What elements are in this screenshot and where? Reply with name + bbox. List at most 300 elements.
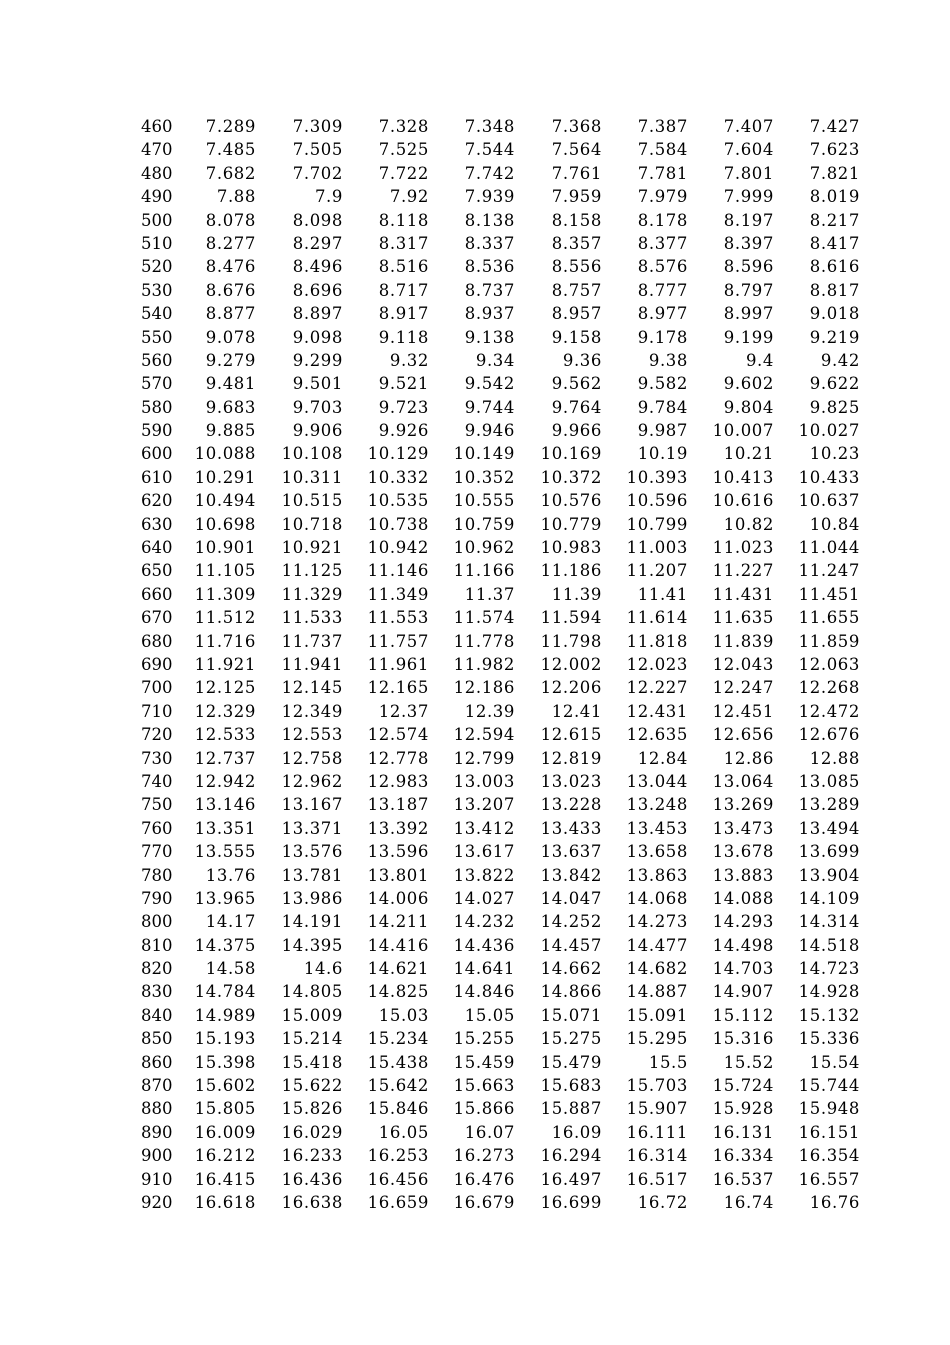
table-cell: 10.169 xyxy=(540,444,602,464)
table-cell: 16.557 xyxy=(798,1169,860,1189)
table-cell: 11.37 xyxy=(464,584,515,604)
table-cell: 9.078 xyxy=(205,327,256,347)
table-row xyxy=(132,1097,864,1120)
table-cell: 14.477 xyxy=(626,935,688,955)
table-cell: 12.84 xyxy=(637,748,688,768)
table-cell: 14.395 xyxy=(281,935,343,955)
table-cell: 10.413 xyxy=(712,467,774,487)
table-cell: 10.311 xyxy=(281,467,343,487)
table-cell: 12.329 xyxy=(194,701,256,721)
table-cell: 16.07 xyxy=(464,1122,515,1142)
table-cell: 13.494 xyxy=(798,818,860,838)
table-cell: 10.291 xyxy=(194,467,256,487)
table-cell: 8.696 xyxy=(292,280,343,300)
table-cell: 8.737 xyxy=(464,280,515,300)
table-cell: 7.821 xyxy=(809,163,860,183)
table-cell: 9.987 xyxy=(637,421,688,441)
table-cell: 13.986 xyxy=(281,888,343,908)
table-cell: 16.517 xyxy=(626,1169,688,1189)
table-cell: 14.58 xyxy=(205,959,256,979)
table-cell: 10.352 xyxy=(453,467,515,487)
table-cell: 15.805 xyxy=(194,1099,256,1119)
table-row xyxy=(132,1121,864,1144)
table-cell: 14.703 xyxy=(712,959,774,979)
table-cell: 9.34 xyxy=(475,350,515,370)
table-cell: 8.797 xyxy=(723,280,774,300)
table-cell: 10.007 xyxy=(712,421,774,441)
row-key: 910 xyxy=(141,1169,173,1189)
table-cell: 16.253 xyxy=(367,1146,429,1166)
table-cell: 10.738 xyxy=(367,514,429,534)
table-cell: 12.758 xyxy=(281,748,343,768)
table-cell: 11.349 xyxy=(367,584,429,604)
table-cell: 10.596 xyxy=(626,491,688,511)
table-row xyxy=(132,910,864,933)
table-cell: 7.92 xyxy=(389,187,429,207)
table-cell: 15.438 xyxy=(367,1052,429,1072)
table-cell: 16.679 xyxy=(453,1192,515,1212)
row-key: 760 xyxy=(141,818,173,838)
table-row xyxy=(132,1074,864,1097)
table-cell: 9.138 xyxy=(464,327,515,347)
table-cell: 16.436 xyxy=(281,1169,343,1189)
table-cell: 13.167 xyxy=(281,795,343,815)
table-cell: 9.38 xyxy=(648,350,688,370)
table-cell: 11.166 xyxy=(453,561,515,581)
table-cell: 9.906 xyxy=(292,421,343,441)
table-cell: 7.999 xyxy=(723,187,774,207)
table-row xyxy=(132,1004,864,1027)
table-cell: 11.186 xyxy=(540,561,602,581)
table-cell: 8.397 xyxy=(723,233,774,253)
table-cell: 16.029 xyxy=(281,1122,343,1142)
row-key: 600 xyxy=(141,444,173,464)
table-cell: 12.533 xyxy=(194,725,256,745)
table-cell: 16.354 xyxy=(798,1146,860,1166)
table-cell: 7.801 xyxy=(723,163,774,183)
table-cell: 8.777 xyxy=(637,280,688,300)
table-cell: 9.966 xyxy=(551,421,602,441)
row-key: 610 xyxy=(141,467,173,487)
table-cell: 14.314 xyxy=(798,912,860,932)
table-cell: 14.293 xyxy=(712,912,774,932)
table-cell: 10.129 xyxy=(367,444,429,464)
table-cell: 14.232 xyxy=(453,912,515,932)
table-cell: 10.494 xyxy=(194,491,256,511)
table-cell: 15.887 xyxy=(540,1099,602,1119)
table-cell: 12.799 xyxy=(453,748,515,768)
table-row xyxy=(132,326,864,349)
table-cell: 8.178 xyxy=(637,210,688,230)
row-key: 670 xyxy=(141,608,173,628)
table-cell: 9.199 xyxy=(723,327,774,347)
table-cell: 8.596 xyxy=(723,257,774,277)
table-cell: 9.4 xyxy=(745,350,774,370)
table-cell: 10.149 xyxy=(453,444,515,464)
table-cell: 15.928 xyxy=(712,1099,774,1119)
table-cell: 14.17 xyxy=(205,912,256,932)
table-cell: 8.317 xyxy=(378,233,429,253)
table-cell: 7.604 xyxy=(723,140,774,160)
table-cell: 12.983 xyxy=(367,771,429,791)
table-cell: 11.982 xyxy=(453,654,515,674)
table-row xyxy=(132,864,864,887)
table-cell: 11.655 xyxy=(798,608,860,628)
table-cell: 7.427 xyxy=(809,117,860,136)
table-cell: 7.584 xyxy=(637,140,688,160)
table-row xyxy=(132,138,864,161)
table-cell: 8.676 xyxy=(205,280,256,300)
table-cell: 14.416 xyxy=(367,935,429,955)
table-cell: 16.618 xyxy=(194,1192,256,1212)
table-cell: 8.897 xyxy=(292,304,343,324)
table-cell: 16.131 xyxy=(712,1122,774,1142)
table-cell: 16.009 xyxy=(194,1122,256,1142)
table-cell: 8.377 xyxy=(637,233,688,253)
table-cell: 7.722 xyxy=(378,163,429,183)
table-cell: 11.778 xyxy=(453,631,515,651)
table-row xyxy=(132,302,864,325)
table-cell: 14.027 xyxy=(453,888,515,908)
table-cell: 9.219 xyxy=(809,327,860,347)
table-cell: 14.436 xyxy=(453,935,515,955)
table-row xyxy=(132,209,864,232)
table-cell: 11.39 xyxy=(551,584,602,604)
table-cell: 15.398 xyxy=(194,1052,256,1072)
table-row xyxy=(132,372,864,395)
table-cell: 8.917 xyxy=(378,304,429,324)
table-cell: 12.451 xyxy=(712,701,774,721)
table-cell: 7.525 xyxy=(378,140,429,160)
table-cell: 13.289 xyxy=(798,795,860,815)
table-cell: 10.372 xyxy=(540,467,602,487)
table-cell: 16.273 xyxy=(453,1146,515,1166)
table-row xyxy=(132,466,864,489)
row-key: 780 xyxy=(141,865,173,885)
table-row xyxy=(132,536,864,559)
table-cell: 12.431 xyxy=(626,701,688,721)
data-table xyxy=(132,115,864,1214)
table-cell: 13.596 xyxy=(367,842,429,862)
table-cell: 9.299 xyxy=(292,350,343,370)
table-cell: 12.574 xyxy=(367,725,429,745)
table-row xyxy=(132,817,864,840)
table-cell: 16.74 xyxy=(723,1192,774,1212)
table-cell: 11.757 xyxy=(367,631,429,651)
table-cell: 12.349 xyxy=(281,701,343,721)
table-cell: 11.737 xyxy=(281,631,343,651)
table-cell: 9.946 xyxy=(464,421,515,441)
table-cell: 14.662 xyxy=(540,959,602,979)
table-cell: 10.433 xyxy=(798,467,860,487)
row-key: 810 xyxy=(141,935,173,955)
table-cell: 13.699 xyxy=(798,842,860,862)
table-cell: 14.191 xyxy=(281,912,343,932)
table-cell: 12.656 xyxy=(712,725,774,745)
table-cell: 15.316 xyxy=(712,1029,774,1049)
table-cell: 15.03 xyxy=(378,1005,429,1025)
table-cell: 10.983 xyxy=(540,538,602,558)
table-cell: 10.799 xyxy=(626,514,688,534)
row-key: 860 xyxy=(141,1052,173,1072)
table-cell: 9.481 xyxy=(205,374,256,394)
table-cell: 12.39 xyxy=(464,701,515,721)
row-key: 650 xyxy=(141,561,173,581)
table-row xyxy=(132,442,864,465)
table-cell: 10.19 xyxy=(637,444,688,464)
row-key: 890 xyxy=(141,1122,173,1142)
table-cell: 13.678 xyxy=(712,842,774,862)
table-cell: 7.682 xyxy=(205,163,256,183)
table-cell: 8.098 xyxy=(292,210,343,230)
table-cell: 10.82 xyxy=(723,514,774,534)
table-cell: 13.003 xyxy=(453,771,515,791)
table-cell: 15.54 xyxy=(809,1052,860,1072)
table-cell: 13.883 xyxy=(712,865,774,885)
row-key: 850 xyxy=(141,1029,173,1049)
table-cell: 14.825 xyxy=(367,982,429,1002)
row-key: 870 xyxy=(141,1076,173,1096)
table-cell: 10.942 xyxy=(367,538,429,558)
table-cell: 16.638 xyxy=(281,1192,343,1212)
table-cell: 13.473 xyxy=(712,818,774,838)
table-cell: 11.329 xyxy=(281,584,343,604)
table-cell: 8.197 xyxy=(723,210,774,230)
table-row xyxy=(132,1168,864,1191)
table-cell: 16.456 xyxy=(367,1169,429,1189)
table-cell: 12.676 xyxy=(798,725,860,745)
table-cell: 16.76 xyxy=(809,1192,860,1212)
table-cell: 10.901 xyxy=(194,538,256,558)
table-cell: 14.6 xyxy=(303,959,343,979)
row-key: 690 xyxy=(141,654,173,674)
table-cell: 8.476 xyxy=(205,257,256,277)
table-cell: 11.146 xyxy=(367,561,429,581)
table-cell: 14.723 xyxy=(798,959,860,979)
table-cell: 9.542 xyxy=(464,374,515,394)
row-key: 530 xyxy=(141,280,173,300)
table-cell: 16.05 xyxy=(378,1122,429,1142)
table-cell: 12.165 xyxy=(367,678,429,698)
table-cell: 9.926 xyxy=(378,421,429,441)
table-row xyxy=(132,279,864,302)
table-cell: 16.09 xyxy=(551,1122,602,1142)
table-cell: 7.505 xyxy=(292,140,343,160)
table-row xyxy=(132,1191,864,1214)
table-cell: 8.877 xyxy=(205,304,256,324)
table-cell: 14.928 xyxy=(798,982,860,1002)
table-cell: 15.071 xyxy=(540,1005,602,1025)
table-cell: 10.332 xyxy=(367,467,429,487)
table-cell: 15.602 xyxy=(194,1076,256,1096)
table-cell: 15.52 xyxy=(723,1052,774,1072)
row-key: 790 xyxy=(141,888,173,908)
table-cell: 11.125 xyxy=(281,561,343,581)
table-row xyxy=(132,419,864,442)
table-cell: 7.979 xyxy=(637,187,688,207)
table-cell: 15.112 xyxy=(712,1005,774,1025)
table-cell: 11.716 xyxy=(194,631,256,651)
table-cell: 8.019 xyxy=(809,187,860,207)
table-cell: 9.018 xyxy=(809,304,860,324)
table-cell: 7.309 xyxy=(292,117,343,136)
table-cell: 10.759 xyxy=(453,514,515,534)
table-cell: 11.839 xyxy=(712,631,774,651)
row-key: 840 xyxy=(141,1005,173,1025)
table-cell: 8.536 xyxy=(464,257,515,277)
table-cell: 13.76 xyxy=(205,865,256,885)
table-cell: 10.555 xyxy=(453,491,515,511)
table-cell: 15.5 xyxy=(648,1052,688,1072)
table-cell: 11.859 xyxy=(798,631,860,651)
table-cell: 14.273 xyxy=(626,912,688,932)
table-cell: 9.622 xyxy=(809,374,860,394)
row-key: 720 xyxy=(141,725,173,745)
row-key: 620 xyxy=(141,491,173,511)
table-cell: 14.887 xyxy=(626,982,688,1002)
table-cell: 10.088 xyxy=(194,444,256,464)
row-key: 510 xyxy=(141,233,173,253)
table-cell: 12.125 xyxy=(194,678,256,698)
table-row xyxy=(132,934,864,957)
row-key: 550 xyxy=(141,327,173,347)
row-key: 490 xyxy=(141,187,173,207)
table-cell: 9.582 xyxy=(637,374,688,394)
table-cell: 8.957 xyxy=(551,304,602,324)
table-cell: 10.616 xyxy=(712,491,774,511)
row-key: 460 xyxy=(141,117,173,136)
table-cell: 11.594 xyxy=(540,608,602,628)
table-cell: 8.757 xyxy=(551,280,602,300)
table-cell: 11.941 xyxy=(281,654,343,674)
table-cell: 13.637 xyxy=(540,842,602,862)
table-cell: 11.431 xyxy=(712,584,774,604)
table-cell: 11.023 xyxy=(712,538,774,558)
table-row xyxy=(132,793,864,816)
table-cell: 12.778 xyxy=(367,748,429,768)
table-cell: 13.801 xyxy=(367,865,429,885)
table-cell: 13.146 xyxy=(194,795,256,815)
table-cell: 7.939 xyxy=(464,187,515,207)
table-cell: 15.091 xyxy=(626,1005,688,1025)
table-cell: 16.334 xyxy=(712,1146,774,1166)
table-cell: 7.761 xyxy=(551,163,602,183)
row-key: 580 xyxy=(141,397,173,417)
table-cell: 12.553 xyxy=(281,725,343,745)
table-cell: 10.698 xyxy=(194,514,256,534)
table-cell: 13.842 xyxy=(540,865,602,885)
table-cell: 11.003 xyxy=(626,538,688,558)
table-cell: 13.351 xyxy=(194,818,256,838)
table-cell: 13.453 xyxy=(626,818,688,838)
table-cell: 9.279 xyxy=(205,350,256,370)
table-cell: 8.337 xyxy=(464,233,515,253)
table-cell: 8.357 xyxy=(551,233,602,253)
table-cell: 12.635 xyxy=(626,725,688,745)
table-row xyxy=(132,583,864,606)
table-cell: 15.642 xyxy=(367,1076,429,1096)
table-cell: 16.415 xyxy=(194,1169,256,1189)
table-cell: 14.805 xyxy=(281,982,343,1002)
table-cell: 14.109 xyxy=(798,888,860,908)
table-cell: 12.186 xyxy=(453,678,515,698)
table-cell: 16.212 xyxy=(194,1146,256,1166)
table-cell: 16.699 xyxy=(540,1192,602,1212)
table-row xyxy=(132,887,864,910)
table-cell: 15.622 xyxy=(281,1076,343,1096)
table-cell: 15.846 xyxy=(367,1099,429,1119)
table-cell: 11.961 xyxy=(367,654,429,674)
table-row xyxy=(132,840,864,863)
table-cell: 8.078 xyxy=(205,210,256,230)
table-cell: 11.227 xyxy=(712,561,774,581)
table-cell: 13.617 xyxy=(453,842,515,862)
table-cell: 12.819 xyxy=(540,748,602,768)
row-key: 590 xyxy=(141,421,173,441)
table-cell: 10.718 xyxy=(281,514,343,534)
table-cell: 11.635 xyxy=(712,608,774,628)
table-cell: 9.42 xyxy=(820,350,860,370)
table-row xyxy=(132,980,864,1003)
table-cell: 13.207 xyxy=(453,795,515,815)
table-row xyxy=(132,396,864,419)
table-cell: 13.555 xyxy=(194,842,256,862)
table-cell: 13.371 xyxy=(281,818,343,838)
table-cell: 11.044 xyxy=(798,538,860,558)
table-cell: 15.275 xyxy=(540,1029,602,1049)
table-cell: 12.268 xyxy=(798,678,860,698)
table-cell: 7.564 xyxy=(551,140,602,160)
table-cell: 12.023 xyxy=(626,654,688,674)
table-cell: 15.132 xyxy=(798,1005,860,1025)
table-cell: 8.977 xyxy=(637,304,688,324)
table-cell: 9.764 xyxy=(551,397,602,417)
table-cell: 7.368 xyxy=(551,117,602,136)
table-cell: 11.553 xyxy=(367,608,429,628)
table-row xyxy=(132,185,864,208)
table-cell: 12.043 xyxy=(712,654,774,674)
table-cell: 15.193 xyxy=(194,1029,256,1049)
table-cell: 8.516 xyxy=(378,257,429,277)
table-cell: 16.537 xyxy=(712,1169,774,1189)
table-cell: 14.621 xyxy=(367,959,429,979)
table-cell: 15.826 xyxy=(281,1099,343,1119)
table-cell: 13.904 xyxy=(798,865,860,885)
table-row xyxy=(132,1144,864,1167)
table-cell: 12.88 xyxy=(809,748,860,768)
table-cell: 15.418 xyxy=(281,1052,343,1072)
table-cell: 7.623 xyxy=(809,140,860,160)
table-cell: 10.393 xyxy=(626,467,688,487)
table-row xyxy=(132,676,864,699)
table-cell: 16.294 xyxy=(540,1146,602,1166)
table-cell: 14.088 xyxy=(712,888,774,908)
table-cell: 10.027 xyxy=(798,421,860,441)
table-cell: 9.804 xyxy=(723,397,774,417)
table-cell: 14.047 xyxy=(540,888,602,908)
table-cell: 10.84 xyxy=(809,514,860,534)
table-cell: 7.544 xyxy=(464,140,515,160)
table-cell: 8.556 xyxy=(551,257,602,277)
table-cell: 9.098 xyxy=(292,327,343,347)
table-row xyxy=(132,606,864,629)
table-cell: 14.006 xyxy=(367,888,429,908)
table-cell: 13.576 xyxy=(281,842,343,862)
table-cell: 15.05 xyxy=(464,1005,515,1025)
table-cell: 9.703 xyxy=(292,397,343,417)
table-cell: 9.683 xyxy=(205,397,256,417)
table-cell: 8.817 xyxy=(809,280,860,300)
